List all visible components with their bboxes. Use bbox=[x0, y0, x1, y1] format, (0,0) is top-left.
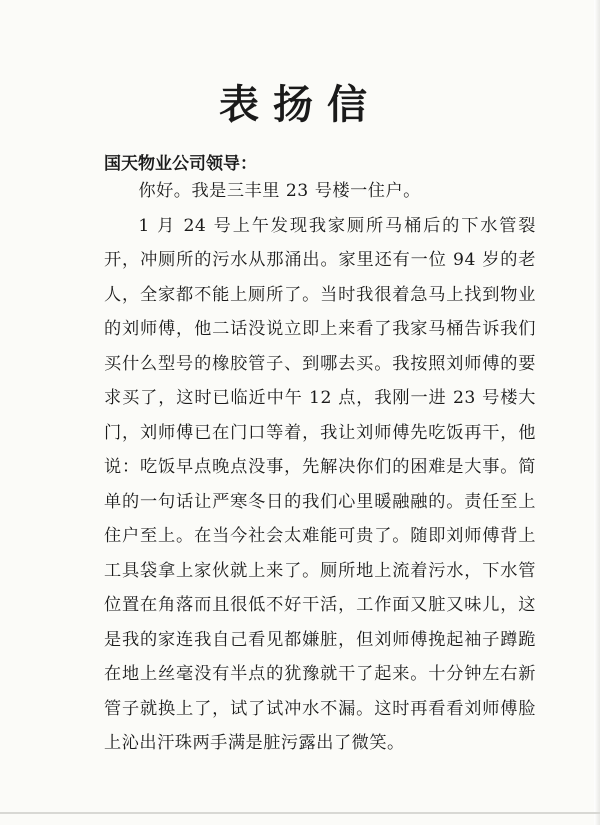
letter-salutation: 国天物业公司领导： bbox=[104, 154, 257, 174]
letter-title: 表扬信 bbox=[219, 81, 381, 128]
main-paragraph: 1 月 24 号上午发现我家厕所马桶后的下水管裂开，冲厕所的污水从那涌出。家里还有一位 94 岁的老人，全家都不能上厕所了。当时我很着急马上找到物业的刘师傅，他二话没说立即上来看了我家马桶告诉我们买什么型号的橡胶管子、到哪去买。我按照刘师傅的要求买了，这时已临近中午 12 点，我刚一进 23 号楼大门，刘师傅已在门口等着，我让刘师傅先吃饭再干，他说：吃饭早点晚点没事，先解决你们的困难是大事。简单的一句话让严寒冬日的我们心里暖融融的。责任至上住户至上。在当今社会太难能可贵了。随即刘师傅背上工具袋拿上家伙就上来了。厕所地上流着污水，下水管位置在角落而且很低不好干活，工作面又脏又味儿，这是我的家连我自己看见都嫌脏，但刘师傅挽起袖子蹲跪在地上丝毫没有半点的犹豫就干了起来。十分钟左右新管子就换上了，试了试冲水不漏。这时再看看刘师傅脸上沁出汗珠两手满是脏污露出了微笑。 bbox=[104, 215, 536, 753]
greeting-paragraph: 你好。我是三丰里 23 号楼一住户。 bbox=[138, 181, 421, 201]
scan-bottom-edge bbox=[0, 812, 600, 814]
letter-body bbox=[104, 174, 536, 761]
